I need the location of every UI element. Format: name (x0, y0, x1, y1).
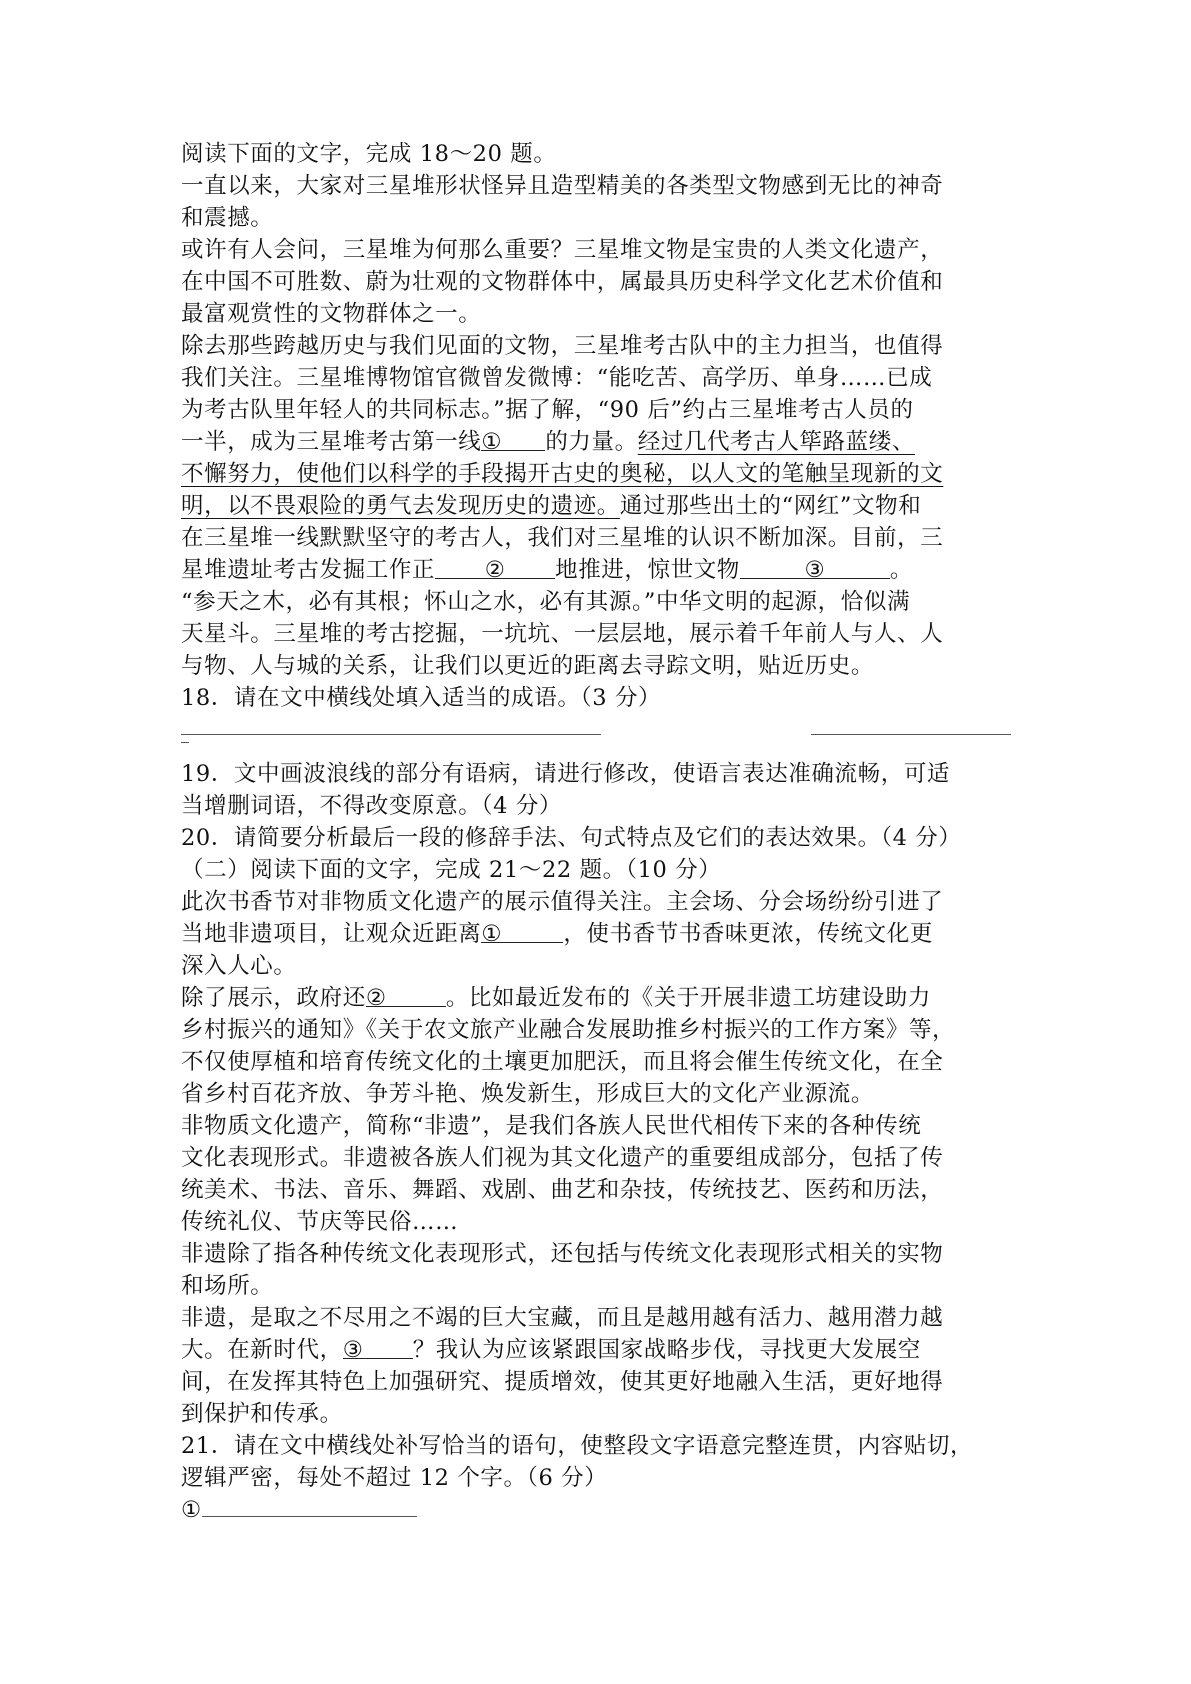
fill-blank-2[interactable]: ② (366, 982, 446, 1007)
question-21 (181, 1430, 1017, 1494)
text-line: 非遗除了指各种传统文化表现形式，还包括与传统文化表现形式相关的实物 (181, 1241, 944, 1267)
text-line: 统美术、书法、音乐、舞蹈、戏剧、曲艺和杂技，传统技艺、医药和历法， (181, 1177, 944, 1203)
section-heading: （二）阅读下面的文字，完成 21～22 题。（10 分） (181, 857, 722, 883)
reading-instruction: 阅读下面的文字，完成 18～20 题。 (181, 141, 557, 167)
text-line (181, 918, 1017, 950)
question-20: 20．请简要分析最后一段的修辞手法、句式特点及它们的表达效果。（4 分） (181, 825, 962, 851)
text-segment: 的力量。 (545, 429, 638, 455)
text-line: 此次书香节对非物质文化遗产的展示值得关注。主会场、分会场纷纷引进了 (181, 889, 944, 915)
text-line: 到保护和传承。 (181, 1401, 343, 1427)
fill-blank-1[interactable]: ① (481, 918, 563, 943)
text-line (181, 426, 1017, 458)
answer-line[interactable] (811, 734, 1011, 735)
text-line: 非遗，是取之不尽用之不竭的巨大宝藏，而且是越用越有活力、越用潜力越 (181, 1305, 944, 1331)
marked-sentence: 经过几代考古人筚路蓝缕、 (637, 429, 915, 455)
marked-sentence: 不懈努力，使他们以科学的手段揭开古史的奥秘，以人文的笔触呈现新的文 (181, 461, 944, 487)
section2-paragraph-1 (181, 886, 1017, 982)
answer-lines-18[interactable] (181, 714, 1017, 746)
text-segment: 通过那些出土的“网红”文物和 (619, 493, 922, 519)
text-line: 乡村振兴的通知》《关于农文旅产业融合发展助推乡村振兴的工作方案》等， (181, 1017, 956, 1043)
text-line: 非物质文化遗产，简称“非遗”，是我们各族人民世代相传下来的各种传统 (181, 1113, 922, 1139)
text-line: 或许有人会问，三星堆为何那么重要？三星堆文物是宝贵的人类文化遗产， (181, 237, 944, 263)
text-line: 和震撼。 (181, 205, 274, 231)
text-line: 在三星堆一线默默坚守的考古人，我们对三星堆的认识不断加深。目前，三 (181, 525, 944, 551)
text-line: 21．请在文中横线处补写恰当的语句，使整段文字语意完整连贯，内容贴切， (181, 1433, 974, 1459)
fill-blank-3[interactable]: ③ (740, 554, 890, 579)
text-line: 当增删词语，不得改变原意。（4 分） (181, 793, 563, 819)
section2-paragraph-2 (181, 982, 1017, 1110)
answer-line-continuation (181, 746, 1017, 758)
text-line: 传统礼仪、节庆等民俗…… (181, 1209, 459, 1235)
text-line: 间，在发挥其特色上加强研究、提质增效，使其更好地融入生活，更好地得 (181, 1369, 944, 1395)
answer-label: ① (181, 1497, 202, 1523)
text-segment: ，使书香节书香味更浓，传统文化更 (563, 921, 933, 947)
text-line: 为考古队里年轻人的共同标志。”据了解，“90 后”约占三星堆考古人员的 (181, 397, 914, 423)
text-line (181, 1334, 1017, 1366)
answer-line[interactable] (202, 1494, 417, 1517)
section2-paragraph-3 (181, 1110, 1017, 1238)
text-line: 我们关注。三星堆博物馆官微曾发微博：“能吃苦、高学历、单身……已成 (181, 365, 933, 391)
text-line: 逻辑严密，每处不超过 12 个字。（6 分） (181, 1465, 608, 1491)
text-line: 最富观赏性的文物群体之一。 (181, 301, 482, 327)
text-line: 深入人心。 (181, 953, 297, 979)
paragraph-4 (181, 586, 1017, 682)
text-segment: 地推进，惊世文物 (555, 557, 740, 583)
section2-paragraph-4 (181, 1238, 1017, 1302)
text-line: 文化表现形式。非遗被各族人们视为其文化遗产的重要组成部分，包括了传 (181, 1145, 944, 1171)
paragraph-3 (181, 330, 1017, 586)
text-line (181, 982, 1017, 1014)
text-segment: 除了展示，政府还 (181, 985, 366, 1011)
text-line: 不仅使厚植和培育传统文化的土壤更加肥沃，而且将会催生传统文化，在全 (181, 1049, 944, 1075)
text-line (181, 554, 1017, 586)
fill-blank-3[interactable]: ③ (343, 1334, 413, 1359)
text-segment: 大。在新时代， (181, 1337, 343, 1363)
text-line: 天星斗。三星堆的考古挖掘，一坑坑、一层层地，展示着千年前人与人、人 (181, 621, 944, 647)
text-line: 和场所。 (181, 1273, 274, 1299)
text-line: 在中国不可胜数、蔚为壮观的文物群体中，属最具历史科学文化艺术价值和 (181, 269, 944, 295)
question-18: 18．请在文中横线处填入适当的成语。（3 分） (181, 685, 662, 711)
fill-blank-2[interactable]: ② (435, 554, 555, 579)
section2-paragraph-5 (181, 1302, 1017, 1430)
text-segment: 一半，成为三星堆考古第一线 (181, 429, 482, 455)
answer-line[interactable] (181, 734, 601, 735)
text-line: 省乡村百花齐放、争芳斗艳、焕发新生，形成巨大的文化产业源流。 (181, 1081, 875, 1107)
question-19 (181, 758, 1017, 822)
text-line: 除去那些跨越历史与我们见面的文物，三星堆考古队中的主力担当，也值得 (181, 333, 944, 359)
document-page (181, 138, 1017, 1526)
paragraph-2 (181, 234, 1017, 330)
text-line: 一直以来，大家对三星堆形状怪异且造型精美的各类型文物感到无比的神奇 (181, 173, 944, 199)
fill-blank-1[interactable]: ① (481, 426, 545, 451)
text-segment: 。 (889, 557, 914, 583)
answer-line (181, 742, 189, 743)
marked-sentence: 明，以不畏艰险的勇气去发现历史的遗迹。 (181, 493, 620, 519)
text-segment: ？我认为应该紧跟国家战略步伐，寻找更大发展空 (412, 1337, 921, 1363)
text-line (181, 490, 1017, 522)
text-segment: 。比如最近发布的《关于开展非遗工坊建设助力 (445, 985, 931, 1011)
text-line: “参天之木，必有其根；怀山之水，必有其源。”中华文明的起源，恰似满 (181, 589, 911, 615)
answer-row-1 (181, 1494, 1017, 1526)
text-line (181, 458, 1017, 490)
text-segment: 星堆遗址考古发掘工作正 (181, 557, 436, 583)
paragraph-1 (181, 170, 1017, 234)
text-line: 19．文中画波浪线的部分有语病，请进行修改，使语言表达准确流畅，可适 (181, 761, 951, 787)
text-segment: 当地非遗项目，让观众近距离 (181, 921, 482, 947)
text-line: 与物、人与城的关系，让我们以更近的距离去寻踪文明，贴近历史。 (181, 653, 875, 679)
